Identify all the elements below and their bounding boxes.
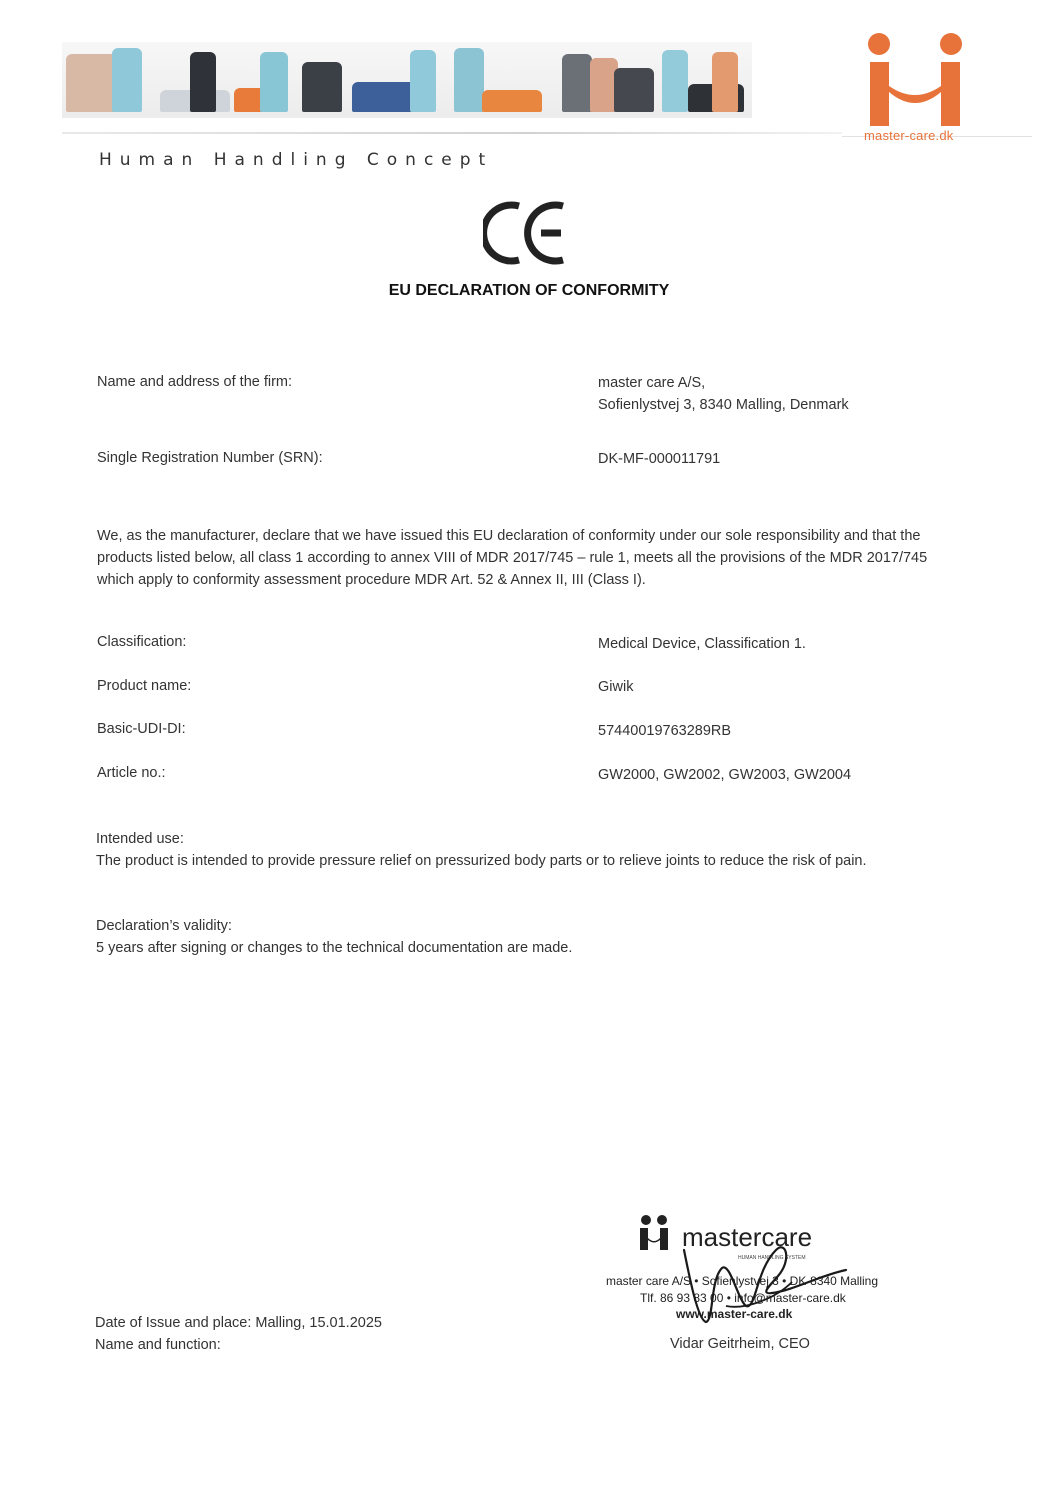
article-no-label: Article no.: (97, 765, 166, 781)
validity-label: Declaration’s validity: (96, 918, 232, 934)
srn-label: Single Registration Number (SRN): (97, 450, 323, 466)
firm-name: master care A/S, (598, 375, 706, 391)
article-no-value: GW2000, GW2002, GW2003, GW2004 (598, 767, 852, 783)
tagline: Human Handling Concept (99, 150, 494, 170)
header-photo-banner (62, 42, 752, 118)
issue-name-function-label: Name and function: (95, 1337, 221, 1353)
ce-mark-icon (483, 200, 569, 266)
signer-name-function: Vidar Geitrheim, CEO (670, 1336, 810, 1352)
master-care-logo (862, 30, 968, 134)
stamp-subline: HUMAN HANDLING SYSTEM (738, 1255, 806, 1261)
issue-date-place: Date of Issue and place: Malling, 15.01.2025 (95, 1315, 382, 1331)
product-name-label: Product name: (97, 678, 192, 694)
validity-text: 5 years after signing or changes to the technical documentation are made. (96, 940, 573, 956)
stamp-brand: mastercare (682, 1222, 813, 1252)
srn-value: DK-MF-000011791 (598, 451, 721, 467)
stamp-logo-icon (640, 1215, 668, 1250)
product-name-value: Giwik (598, 679, 634, 695)
stamp-address: master care A/S • Sofienlystvej 3 • DK-8340 Malling (606, 1274, 878, 1288)
declaration-paragraph: We, as the manufacturer, declare that we have issued this EU declaration of conformity under our sole responsibility and that the products listed below, all class 1 according to annex VIII of MDR 2017/745 – rule 1, meets all the provisions of the MDR 2017/745 which apply to conformity assessment procedure MDR Art. 52 & Annex II, III (Class I). (97, 528, 928, 588)
classification-label: Classification: (97, 634, 187, 650)
intended-use-label: Intended use: (96, 831, 184, 847)
logo-website-text: master-care.dk (864, 128, 954, 143)
issue-block (95, 1312, 382, 1356)
intended-use-text: The product is intended to provide pressure relief on pressurized body parts or to relieve joints to reduce the risk of pain. (96, 853, 867, 869)
basic-udi-di-label: Basic-UDI-DI: (97, 721, 186, 737)
company-stamp-with-signature (606, 1210, 886, 1330)
firm-address: Sofienlystvej 3, 8340 Malling, Denmark (598, 397, 849, 413)
classification-value: Medical Device, Classification 1. (598, 636, 806, 652)
document-title: EU DECLARATION OF CONFORMITY (388, 282, 670, 299)
stamp-contact: Tlf. 86 93 83 00 • info@master-care.dk (640, 1291, 846, 1305)
basic-udi-di-value: 57440019763289RB (598, 723, 732, 739)
stamp-web: www.master-care.dk (676, 1307, 793, 1321)
firm-label: Name and address of the firm: (97, 374, 293, 390)
header-divider (62, 132, 842, 134)
